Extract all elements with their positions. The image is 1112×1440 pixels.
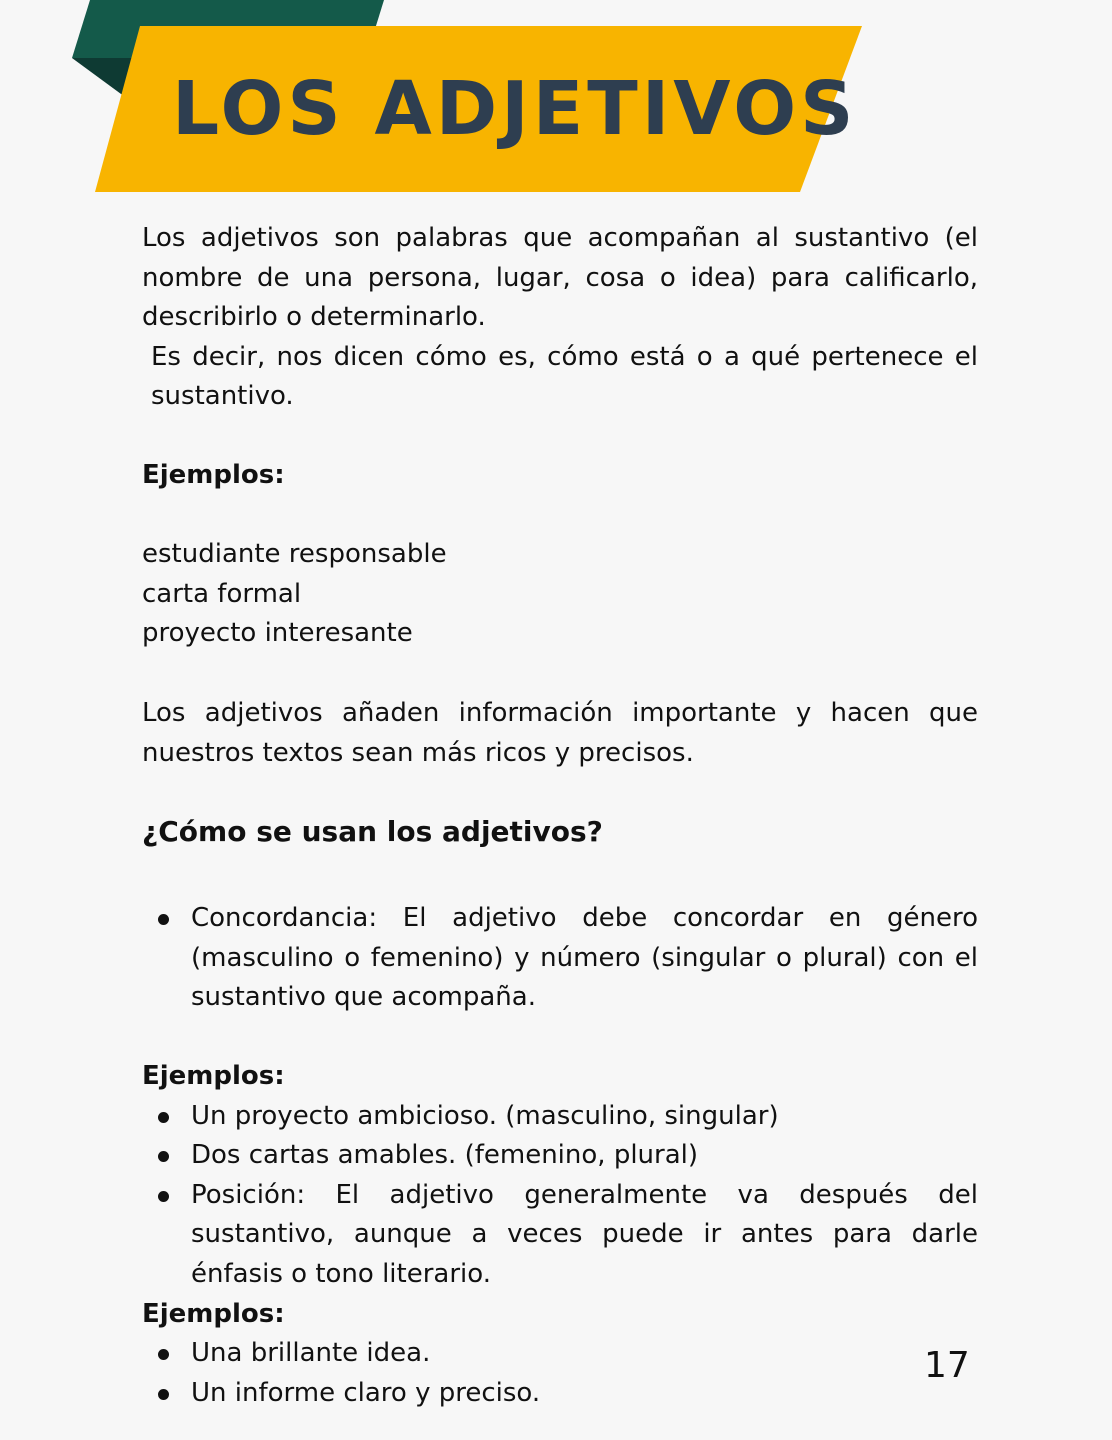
examples-heading-text: Ejemplos: <box>142 1061 285 1091</box>
bullet-icon <box>158 1389 169 1400</box>
example-item: estudiante responsable <box>142 539 447 569</box>
list-item: Un informe claro y preciso. <box>142 1374 978 1414</box>
rule-concordancia <box>142 899 978 1018</box>
examples-list-1 <box>142 535 978 654</box>
bullet-icon <box>158 1112 169 1123</box>
section-heading-text: ¿Cómo se usan los adjetivos? <box>142 815 603 848</box>
rule-posicion: Posición: El adjetivo generalmente va después del sustantivo, aunque a veces puede ir antes para darle énfasis o tono literario. <box>142 1176 978 1295</box>
bullet-icon <box>158 1191 169 1202</box>
page-title: LOS ADJETIVOS <box>172 66 858 152</box>
bullet-icon <box>158 914 169 925</box>
summary-text: Los adjetivos añaden información importante y hacen que nuestros textos sean más ricos y precisos. <box>142 698 978 768</box>
page-number: 17 <box>924 1345 970 1386</box>
examples-heading-1 <box>142 456 978 496</box>
bullet-icon <box>158 1151 169 1162</box>
summary-paragraph <box>142 694 978 773</box>
intro-line-2: Es decir, nos dicen cómo es, cómo está o a qué pertenece el sustantivo. <box>151 341 978 412</box>
intro-line-1: Los adjetivos son palabras que acompañan al sustantivo (el nombre de una persona, lugar, cosa o idea) para calificarlo, describirlo o determinarlo. <box>142 223 978 333</box>
list-item: Dos cartas amables. (femenino, plural) <box>142 1136 978 1176</box>
example-item: carta formal <box>142 578 302 609</box>
examples-heading-text: Ejemplos: <box>142 1298 285 1329</box>
examples-block-2 <box>142 1057 978 1413</box>
rule-text: Concordancia: El adjetivo debe concordar en género (masculino o femenino) y número (singular o plural) con el sustantivo que acompaña. <box>191 903 978 1013</box>
list-item: Una brillante idea. <box>142 1334 978 1374</box>
bullet-icon <box>158 1349 169 1360</box>
examples-heading-text: Ejemplos: <box>142 460 285 490</box>
example-item: proyecto interesante <box>142 618 413 649</box>
rule-list-1 <box>142 899 978 1018</box>
list-item: Un proyecto ambicioso. (masculino, singular) <box>142 1097 978 1137</box>
intro-paragraph <box>142 219 978 417</box>
section-heading <box>142 812 978 852</box>
